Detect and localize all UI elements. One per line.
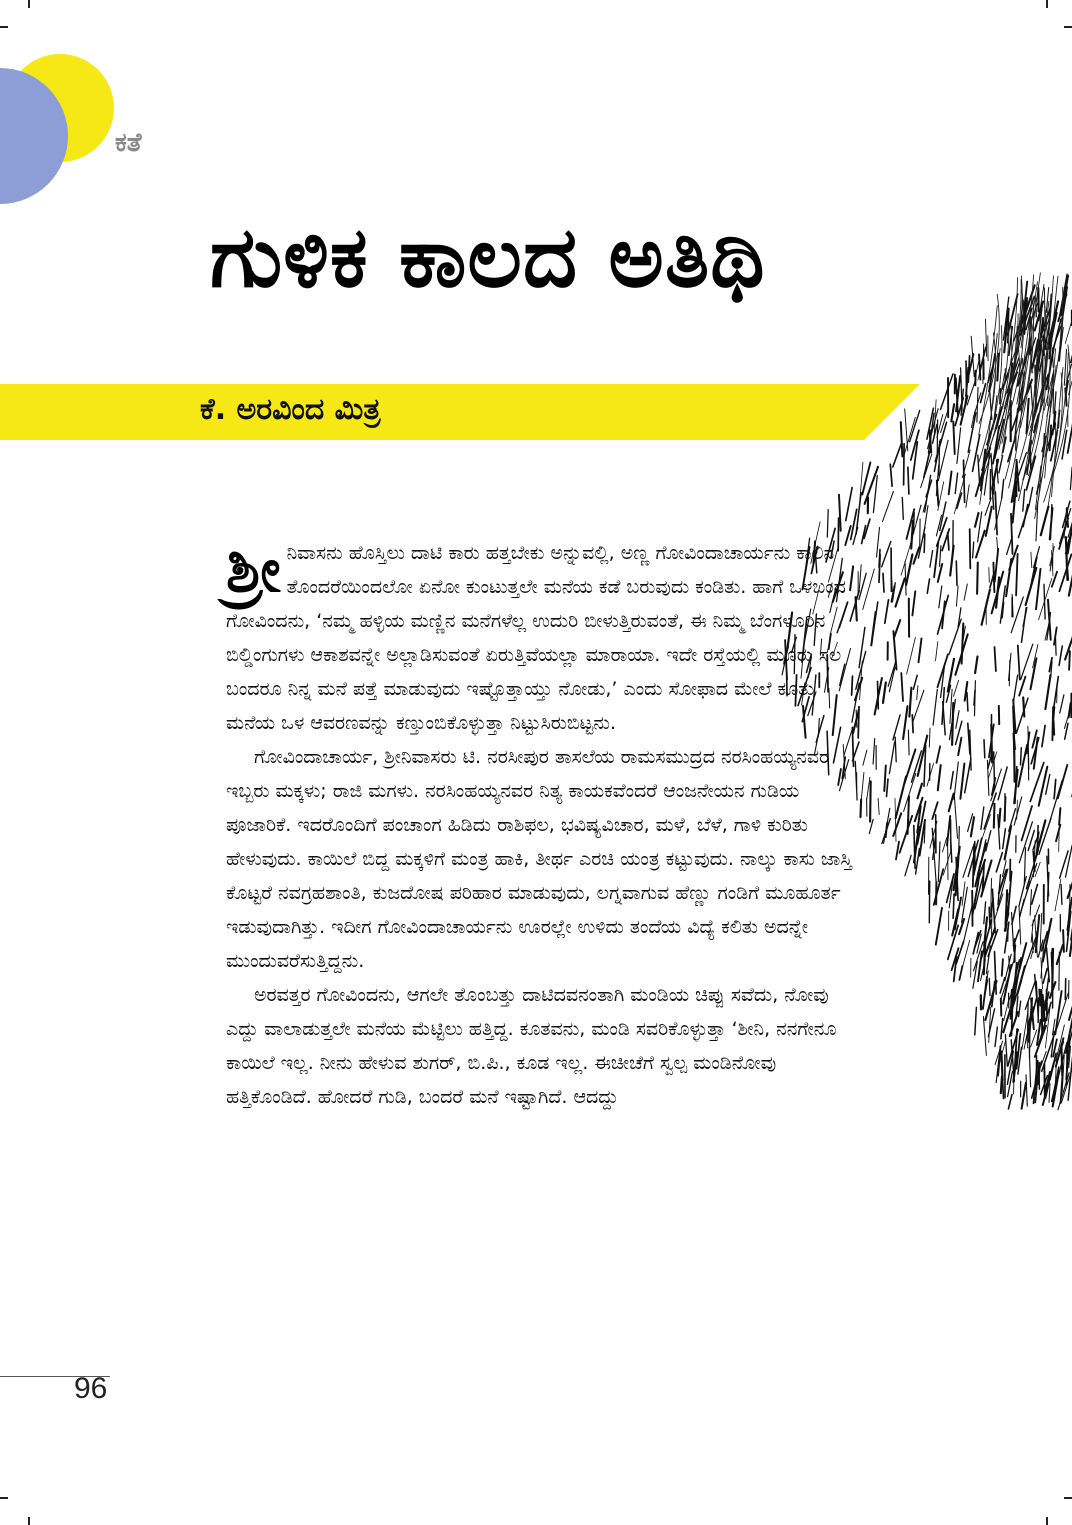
hatch-stroke [870, 781, 871, 821]
paragraph-2: ಗೋವಿಂದಾಚಾರ್ಯ, ಶ್ರೀನಿವಾಸರು ಟಿ. ನರಸೀಪುರ ತಾಸಲೆಯ ರಾಮಸಮುದ್ರದ ನರಸಿಂಹಯ್ಯನವರ ಇಬ್ಬರು ಮಕ್ಕಳು; ರಾಜಿ ಮಗಳು. ನರಸಿಂಹಯ್ಯನವರ ನಿತ್ಯ ಕಾಯಕವೆಂದರೆ ಆಂಜನೇಯನ ಗುಡಿಯ ಪೂಜಾರಿಕೆ. ಇದರೊಂದಿಗೆ ಪಂಚಾಂಗ ಹಿಡಿದು ರಾಶಿಫಲ, ಭವಿಷ್ಯವಿಚಾರ, ಮಳೆ, ಬೆಳೆ, ಗಾಳಿ ಕುರಿತು ಹೇಳುವುದು. ಕಾಯಿಲೆ ಬಿದ್ದ ಮಕ್ಕಳಿಗೆ ಮಂತ್ರ ಹಾಕಿ, ತೀರ್ಥ ಎರಚಿ ಯಂತ್ರ ಕಟ್ಟುವುದು. ನಾಲ್ಕು ಕಾಸು ಜಾಸ್ತಿ ಕೊಟ್ಟರೆ ನವಗ್ರಹಶಾಂತಿ, ಕುಜದೋಷ ಪರಿಹಾರ ಮಾಡುವುದು, ಲಗ್ನವಾಗುವ ಹೆಣ್ಣು ಗಂಡಿಗೆ ಮೂಹೂರ್ತ ಇಡುವುದಾಗಿತ್ತು. ಇದೀಗ ಗೋವಿಂದಾಚಾರ್ಯನು ಊರಲ್ಲೇ ಉಳಿದು ತಂದೆಯ ವಿದ್ಯೆ ಕಲಿತು ಅದನ್ನೇ ಮುಂದುವರೆಸುತ್ತಿದ್ದನು. [226, 746, 853, 972]
hatch-stroke [1041, 990, 1042, 1033]
hatch-stroke [1059, 554, 1071, 591]
hatch-stroke [948, 533, 949, 550]
hatch-stroke [1032, 934, 1033, 953]
hatch-stroke [895, 798, 896, 841]
crop-mark-right-bottom [1064, 1497, 1072, 1499]
hatch-stroke [1008, 924, 1009, 942]
hatch-stroke [1018, 645, 1020, 679]
hatch-stroke [896, 579, 905, 607]
hatch-stroke [964, 460, 965, 502]
hatch-stroke [893, 813, 901, 836]
hatch-stroke [930, 551, 933, 568]
hatch-stroke [973, 542, 974, 558]
hatch-stroke [943, 852, 950, 875]
hatch-stroke [887, 779, 889, 796]
hatch-stroke [883, 683, 886, 703]
hatch-stroke [949, 472, 952, 495]
crop-mark-top-right [1046, 0, 1048, 8]
hatch-stroke [989, 568, 990, 583]
hatch-stroke [984, 902, 986, 924]
hatch-stroke [995, 1027, 997, 1046]
hatch-stroke [878, 798, 879, 814]
hatch-stroke [950, 689, 952, 723]
hatch-stroke [1000, 389, 1001, 404]
hatch-stroke [1022, 608, 1027, 643]
hatch-stroke [970, 529, 971, 568]
hatch-stroke [1056, 825, 1060, 841]
hatch-stroke [923, 482, 931, 512]
hatch-stroke [927, 579, 929, 593]
hatch-stroke [984, 740, 985, 758]
hatch-stroke [1019, 877, 1026, 907]
hatch-stroke [1028, 1002, 1029, 1032]
hatch-stroke [1031, 1030, 1037, 1047]
hatch-stroke [905, 749, 916, 783]
hatch-stroke [973, 847, 974, 887]
hatch-stroke [958, 738, 961, 755]
hatch-stroke [949, 794, 954, 812]
hatch-stroke [885, 600, 889, 623]
hatch-stroke [968, 413, 976, 452]
hatch-stroke [983, 1017, 986, 1056]
hatch-stroke [1063, 930, 1064, 952]
hatch-stroke [995, 492, 997, 535]
hatch-stroke [896, 842, 899, 860]
hatch-stroke [940, 502, 946, 531]
hatch-stroke [893, 444, 901, 467]
hatch-stroke [1042, 726, 1045, 747]
section-label: ಕತೆ [115, 128, 142, 158]
hatch-stroke [890, 464, 892, 486]
hatch-stroke [1060, 851, 1069, 878]
hatch-stroke [956, 711, 959, 729]
hatch-stroke [953, 894, 954, 918]
hatch-stroke [975, 657, 977, 674]
hatch-stroke [1002, 959, 1003, 976]
hatch-stroke [1059, 808, 1060, 825]
hatch-stroke [988, 1009, 994, 1037]
hatch-stroke [1003, 1080, 1004, 1098]
hatch-stroke [1022, 1083, 1026, 1109]
hatch-stroke [846, 488, 852, 521]
hatch-stroke [902, 498, 903, 520]
hatch-stroke [1009, 809, 1016, 832]
hatch-stroke [882, 542, 891, 567]
hatch-stroke [1002, 479, 1004, 498]
hatch-stroke [955, 473, 957, 493]
hatch-stroke [912, 591, 915, 615]
hatch-stroke [938, 564, 942, 582]
hatch-stroke [1058, 1073, 1069, 1110]
hatch-stroke [936, 908, 942, 945]
hatch-stroke [996, 577, 999, 607]
hatch-stroke [963, 906, 972, 945]
hatch-stroke [873, 739, 875, 765]
hatch-stroke [1036, 569, 1041, 609]
hatch-stroke [1030, 890, 1031, 916]
hatch-stroke [943, 838, 947, 852]
hatch-stroke [1031, 999, 1034, 1030]
hatch-stroke [917, 686, 918, 700]
hatch-stroke [959, 941, 970, 981]
crop-mark-right-top [1064, 26, 1072, 28]
hatch-stroke [962, 623, 964, 663]
hatch-stroke [1068, 905, 1070, 936]
hatch-stroke [934, 543, 938, 578]
hatch-stroke [1008, 1095, 1012, 1109]
hatch-stroke [1013, 930, 1019, 946]
hatch-stroke [900, 816, 913, 853]
hatch-stroke [1039, 990, 1040, 1006]
hatch-stroke [884, 766, 886, 791]
hatch-stroke [1058, 765, 1068, 798]
hatch-stroke [936, 642, 938, 661]
hatch-stroke [994, 752, 995, 790]
hatch-stroke [977, 563, 978, 594]
hatch-stroke [901, 673, 903, 701]
hatch-stroke [1045, 675, 1050, 709]
hatch-stroke [1001, 1019, 1003, 1039]
crop-mark-bottom-left [28, 1517, 30, 1525]
hatch-stroke [968, 723, 970, 754]
decorative-circles [0, 0, 200, 220]
hatch-stroke [958, 827, 959, 867]
crop-mark-left-bottom [0, 1497, 8, 1499]
hatch-stroke [960, 764, 964, 799]
hatch-stroke [929, 728, 930, 747]
hatch-stroke [1065, 619, 1072, 660]
hatch-stroke [1001, 999, 1002, 1016]
hatch-stroke [1023, 505, 1028, 527]
hatch-stroke [883, 491, 894, 521]
hatch-stroke [1057, 945, 1063, 964]
hatch-stroke [1021, 748, 1022, 765]
hatch-stroke [993, 563, 994, 593]
story-body [226, 533, 866, 1114]
hatch-stroke [940, 546, 941, 567]
hatch-stroke [952, 703, 953, 745]
hatch-stroke [913, 675, 917, 689]
hatch-stroke [981, 807, 984, 829]
hatch-stroke [992, 889, 995, 933]
hatch-stroke [998, 767, 1007, 800]
hatch-stroke [908, 730, 909, 755]
hatch-stroke [1003, 829, 1006, 849]
hatch-stroke [1069, 651, 1070, 670]
hatch-stroke [1016, 554, 1018, 596]
hatch-stroke [889, 742, 894, 774]
crop-mark-bottom-right [1046, 1517, 1048, 1525]
hatch-stroke [1054, 780, 1056, 799]
hatch-stroke [953, 422, 954, 455]
hatch-stroke [933, 689, 937, 725]
hatch-stroke [1047, 483, 1052, 514]
hatch-stroke [918, 784, 923, 799]
hatch-stroke [1048, 600, 1051, 640]
hatch-stroke [909, 688, 911, 717]
hatch-stroke [1043, 969, 1047, 984]
hatch-stroke [999, 456, 1003, 473]
hatch-stroke [895, 737, 896, 762]
hatch-stroke [912, 715, 913, 733]
hatch-stroke [871, 612, 875, 645]
hatch-stroke [938, 765, 941, 790]
hatch-stroke [941, 374, 954, 410]
hatch-stroke [951, 838, 952, 862]
hatch-stroke [998, 1046, 1000, 1076]
hatch-stroke [1056, 638, 1057, 655]
hatch-stroke [1026, 850, 1038, 889]
hatch-stroke [1014, 675, 1018, 701]
hatch-stroke [954, 680, 959, 696]
hatch-stroke [994, 804, 995, 828]
hatch-stroke [1029, 1048, 1030, 1087]
hatch-stroke [884, 808, 890, 843]
hatch-stroke [956, 586, 958, 606]
hatch-stroke [974, 690, 975, 705]
hatch-stroke [1064, 349, 1066, 385]
hatch-stroke [1047, 948, 1050, 982]
hatch-stroke [977, 388, 978, 423]
hatch-stroke [1066, 846, 1072, 878]
hatch-stroke [996, 853, 1002, 872]
hatch-stroke [1035, 862, 1040, 876]
hatch-stroke [954, 796, 957, 838]
hatch-stroke [1046, 774, 1050, 794]
hatch-stroke [1055, 991, 1061, 1034]
hatch-stroke [1009, 660, 1010, 686]
hatch-stroke [1061, 885, 1062, 905]
hatch-stroke [905, 855, 911, 876]
hatch-stroke [1061, 1045, 1062, 1075]
hatch-stroke [908, 467, 909, 494]
hatch-stroke [1051, 505, 1052, 540]
hatch-stroke [907, 637, 916, 674]
author-name: ಕೆ. ಅರವಿಂದ ಮಿತ್ರ [200, 392, 381, 427]
hatch-stroke [913, 690, 924, 722]
hatch-stroke [1065, 301, 1072, 343]
hatch-stroke [1060, 695, 1064, 713]
hatch-stroke [873, 476, 877, 513]
hatch-stroke [1018, 745, 1027, 787]
paragraph-1-text: ನಿವಾಸನು ಹೊಸ್ತಿಲು ದಾಟಿ ಕಾರು ಹತ್ತಬೇಕು ಅನ್ನುವಲ್ಲಿ, ಅಣ್ಣ ಗೋವಿಂದಾಚಾರ್ಯನು ಕಾಲಿನ ತೊಂದರೆಯಿಂದಲೋ ಏನೋ ಕುಂಟುತ್ತಲೇ ಮನೆಯ ಕಡೆ ಬರುವುದು ಕಂಡಿತು. ಹಾಗೆ ಒಳಬಂದ ಗೋವಿಂದನು, ‘ನಮ್ಮ ಹಳ್ಳಿಯ ಮಣ್ಣಿನ ಮನೆಗಳೆಲ್ಲ ಉದುರಿ ಬೀಳುತ್ತಿರುವಂತೆ, ಈ ನಿಮ್ಮ ಬೆಂಗಳೂರಿನ ಬಿಲ್ಡಿಂಗುಗಳು ಆಕಾಶವನ್ನೇ ಅಲ್ಲಾಡಿಸುವಂತೆ ಏರುತ್ತಿವೆಯಲ್ಲಾ ಮಾರಾಯಾ. ಇದೇ ರಸ್ತೆಯಲ್ಲಿ ಮೂರು ಸಲ ಬಂದರೂ ನಿನ್ನ ಮನೆ ಪತ್ತೆ ಮಾಡುವುದು ಇಷ್ಟೊತ್ತಾಯ್ತು ನೋಡು,’ ಎಂದು ಸೋಫಾದ ಮೇಲೆ ಕೂತು ಮನೆಯ ಒಳ ಆವರಣವನ್ನು ಕಣ್ತುಂಬಿಕೊಳ್ಳುತ್ತಾ ನಿಟ್ಟುಸಿರುಬಿಟ್ಟನು. [226, 542, 846, 734]
hatch-stroke [879, 549, 880, 567]
hatch-stroke [999, 809, 1000, 828]
hatch-stroke [1031, 552, 1032, 567]
dropcap: ಶ್ರೀ [226, 533, 281, 606]
hatch-stroke [964, 584, 967, 600]
hatch-stroke [1019, 1001, 1021, 1017]
hatch-stroke [947, 816, 950, 846]
story-title: ಗುಳಿಕ ಕಾಲದ ಅತಿಥಿ [210, 208, 766, 306]
hatch-stroke [1055, 879, 1061, 911]
hatch-stroke [1032, 884, 1038, 904]
hatch-stroke [1029, 488, 1033, 506]
hatch-stroke [919, 639, 922, 663]
hatch-stroke [956, 561, 957, 585]
hatch-stroke [894, 620, 900, 638]
hatch-stroke [966, 485, 969, 508]
hatch-stroke [1067, 508, 1068, 527]
hatch-stroke [1023, 490, 1025, 512]
hatch-stroke [967, 383, 974, 405]
hatch-stroke [1005, 797, 1006, 821]
hatch-stroke [957, 428, 961, 464]
hatch-stroke [949, 619, 961, 654]
hatch-stroke [906, 555, 912, 585]
hatch-stroke [1059, 646, 1062, 665]
hatch-stroke [827, 510, 828, 537]
page-number: 96 [74, 1372, 108, 1405]
hatch-stroke [965, 759, 971, 793]
hatch-stroke [893, 715, 900, 740]
hatch-stroke [1049, 1084, 1050, 1103]
hatch-stroke [985, 981, 996, 1020]
hatch-stroke [901, 422, 903, 456]
hatch-stroke [904, 444, 905, 485]
hatch-stroke [995, 647, 996, 671]
hatch-stroke [1054, 677, 1059, 709]
hatch-stroke [924, 534, 925, 552]
hatch-stroke [967, 693, 968, 711]
hatch-stroke [939, 586, 942, 608]
hatch-stroke [975, 1007, 977, 1035]
hatch-stroke [937, 746, 941, 763]
paragraph-3: ಅರವತ್ತರ ಗೋವಿಂದನು, ಆಗಲೇ ತೊಂಬತ್ತು ದಾಟಿದವನಂತಾಗಿ ಮಂಡಿಯ ಚಿಪ್ಪು ಸವೆದು, ನೋವು ಎದ್ದು ವಾಲಾಡುತ್ತಲೇ ಮನೆಯ ಮೆಟ್ಟಿಲು ಹತ್ತಿದ್ದ. ಕೂತವನು, ಮಂಡಿ ಸವರಿಕೊಳ್ಳುತ್ತಾ ‘ಶೀನಿ, ನನಗೇನೂ ಕಾಯಿಲೆ ಇಲ್ಲ. ನೀನು ಹೇಳುವ ಶುಗರ್, ಬಿ.ಪಿ., ಕೂಡ ಇಲ್ಲ. ಈಚೀಚೆಗೆ ಸ್ವಲ್ಪ ಮಂಡಿನೋವು ಹತ್ತಿಕೊಂಡಿದೆ. ಹೋದರೆ ಗುಡಿ, ಬಂದರೆ ಮನೆ ಇಷ್ಟಾಗಿದೆ. ಆದದ್ದು [226, 984, 837, 1108]
hatch-stroke [1001, 1052, 1002, 1081]
hatch-stroke [1048, 873, 1049, 902]
hatch-stroke [910, 411, 920, 442]
hatch-stroke [883, 573, 884, 592]
hatch-stroke [986, 831, 991, 851]
hatch-stroke [1022, 806, 1032, 841]
hatch-stroke [951, 404, 954, 421]
hatch-stroke [882, 819, 890, 844]
hatch-stroke [938, 842, 940, 882]
hatch-stroke [1028, 750, 1029, 780]
hatch-stroke [951, 772, 954, 789]
hatch-stroke [1016, 698, 1028, 733]
hatch-stroke [989, 978, 990, 995]
hatch-stroke [976, 531, 985, 558]
paragraph-1 [226, 533, 866, 740]
hatch-stroke [975, 513, 979, 527]
hatch-stroke [903, 706, 907, 739]
hatch-stroke [1026, 1075, 1027, 1106]
hatch-stroke [1021, 644, 1033, 679]
